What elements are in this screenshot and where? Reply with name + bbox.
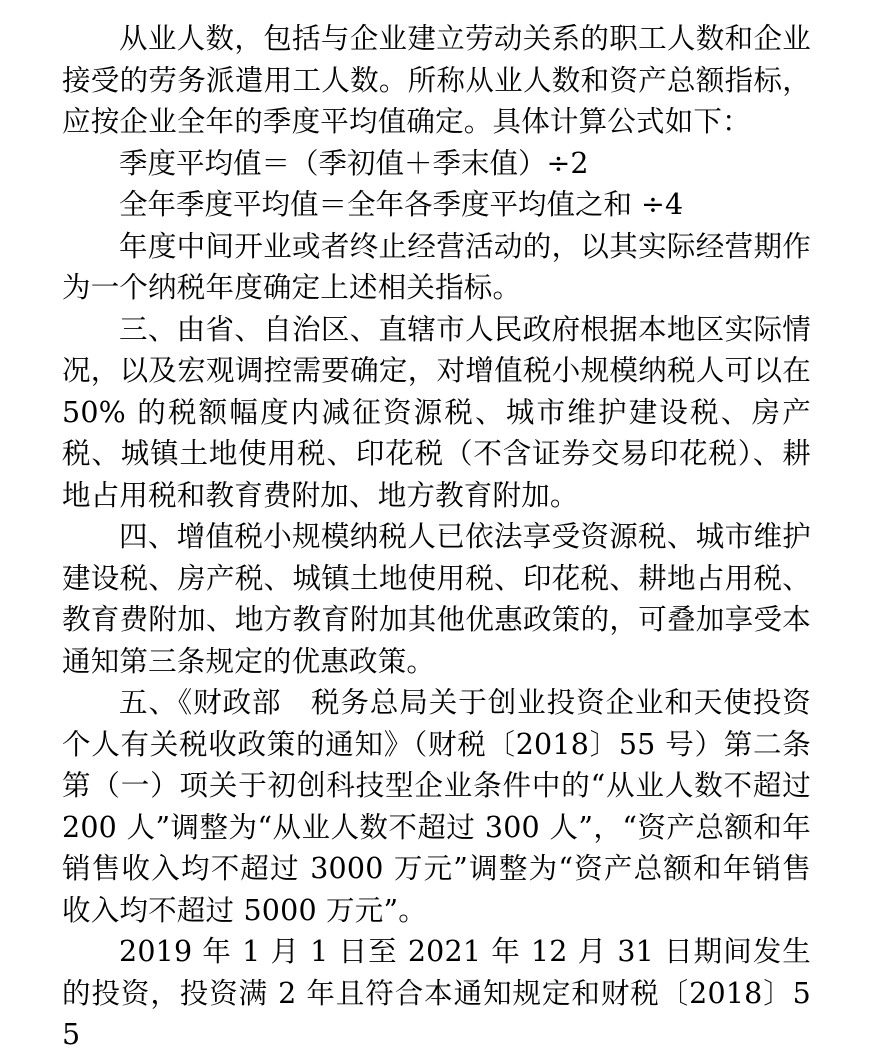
paragraph-item-five: 五、《财政部 税务总局关于创业投资企业和天使投资个人有关税收政策的通知》（财税〔2018〕55 号）第二条第（一）项关于初创科技型企业条件中的“从业人数不超过 200 人”调整为“从业人数不超过 300 人”，“资产总额和年销售收入均不超过 3000 万元”调整为“资产总额和年销售收入均不超过 5000 万元”。 <box>62 686 811 927</box>
paragraph-item-three: 三、由省、自治区、直辖市人民政府根据本地区实际情况，以及宏观调控需要确定，对增值税小规模纳税人可以在 50% 的税额幅度内减征资源税、城市维护建设税、房产税、城镇土地使用税、印花税（不含证券交易印花税）、耕地占用税和教育费附加、地方教育附加。 <box>62 312 811 512</box>
paragraph-investment-period: 2019 年 1 月 1 日至 2021 年 12 月 31 日期间发生的投资，投资满 2 年且符合本通知规定和财税〔2018〕55 <box>62 935 811 1051</box>
paragraph-item-four: 四、增值税小规模纳税人已依法享受资源税、城市维护建设税、房产税、城镇土地使用税、印花税、耕地占用税、教育费附加、地方教育附加其他优惠政策的，可叠加享受本通知第三条规定的优惠政策。 <box>62 520 811 678</box>
formula-quarterly-average: 季度平均值＝（季初值＋季末值）÷2 <box>119 146 589 180</box>
paragraph-mid-year-start-or-stop: 年度中间开业或者终止经营活动的，以其实际经营期作为一个纳税年度确定上述相关指标。 <box>62 229 811 304</box>
formula-annual-quarterly-average: 全年季度平均值＝全年各季度平均值之和 ÷4 <box>119 188 684 221</box>
paragraph-employees-definition: 从业人数，包括与企业建立劳动关系的职工人数和企业接受的劳务派遣用工人数。所称从业人数和资产总额指标，应按企业全年的季度平均值确定。具体计算公式如下： <box>62 22 811 138</box>
